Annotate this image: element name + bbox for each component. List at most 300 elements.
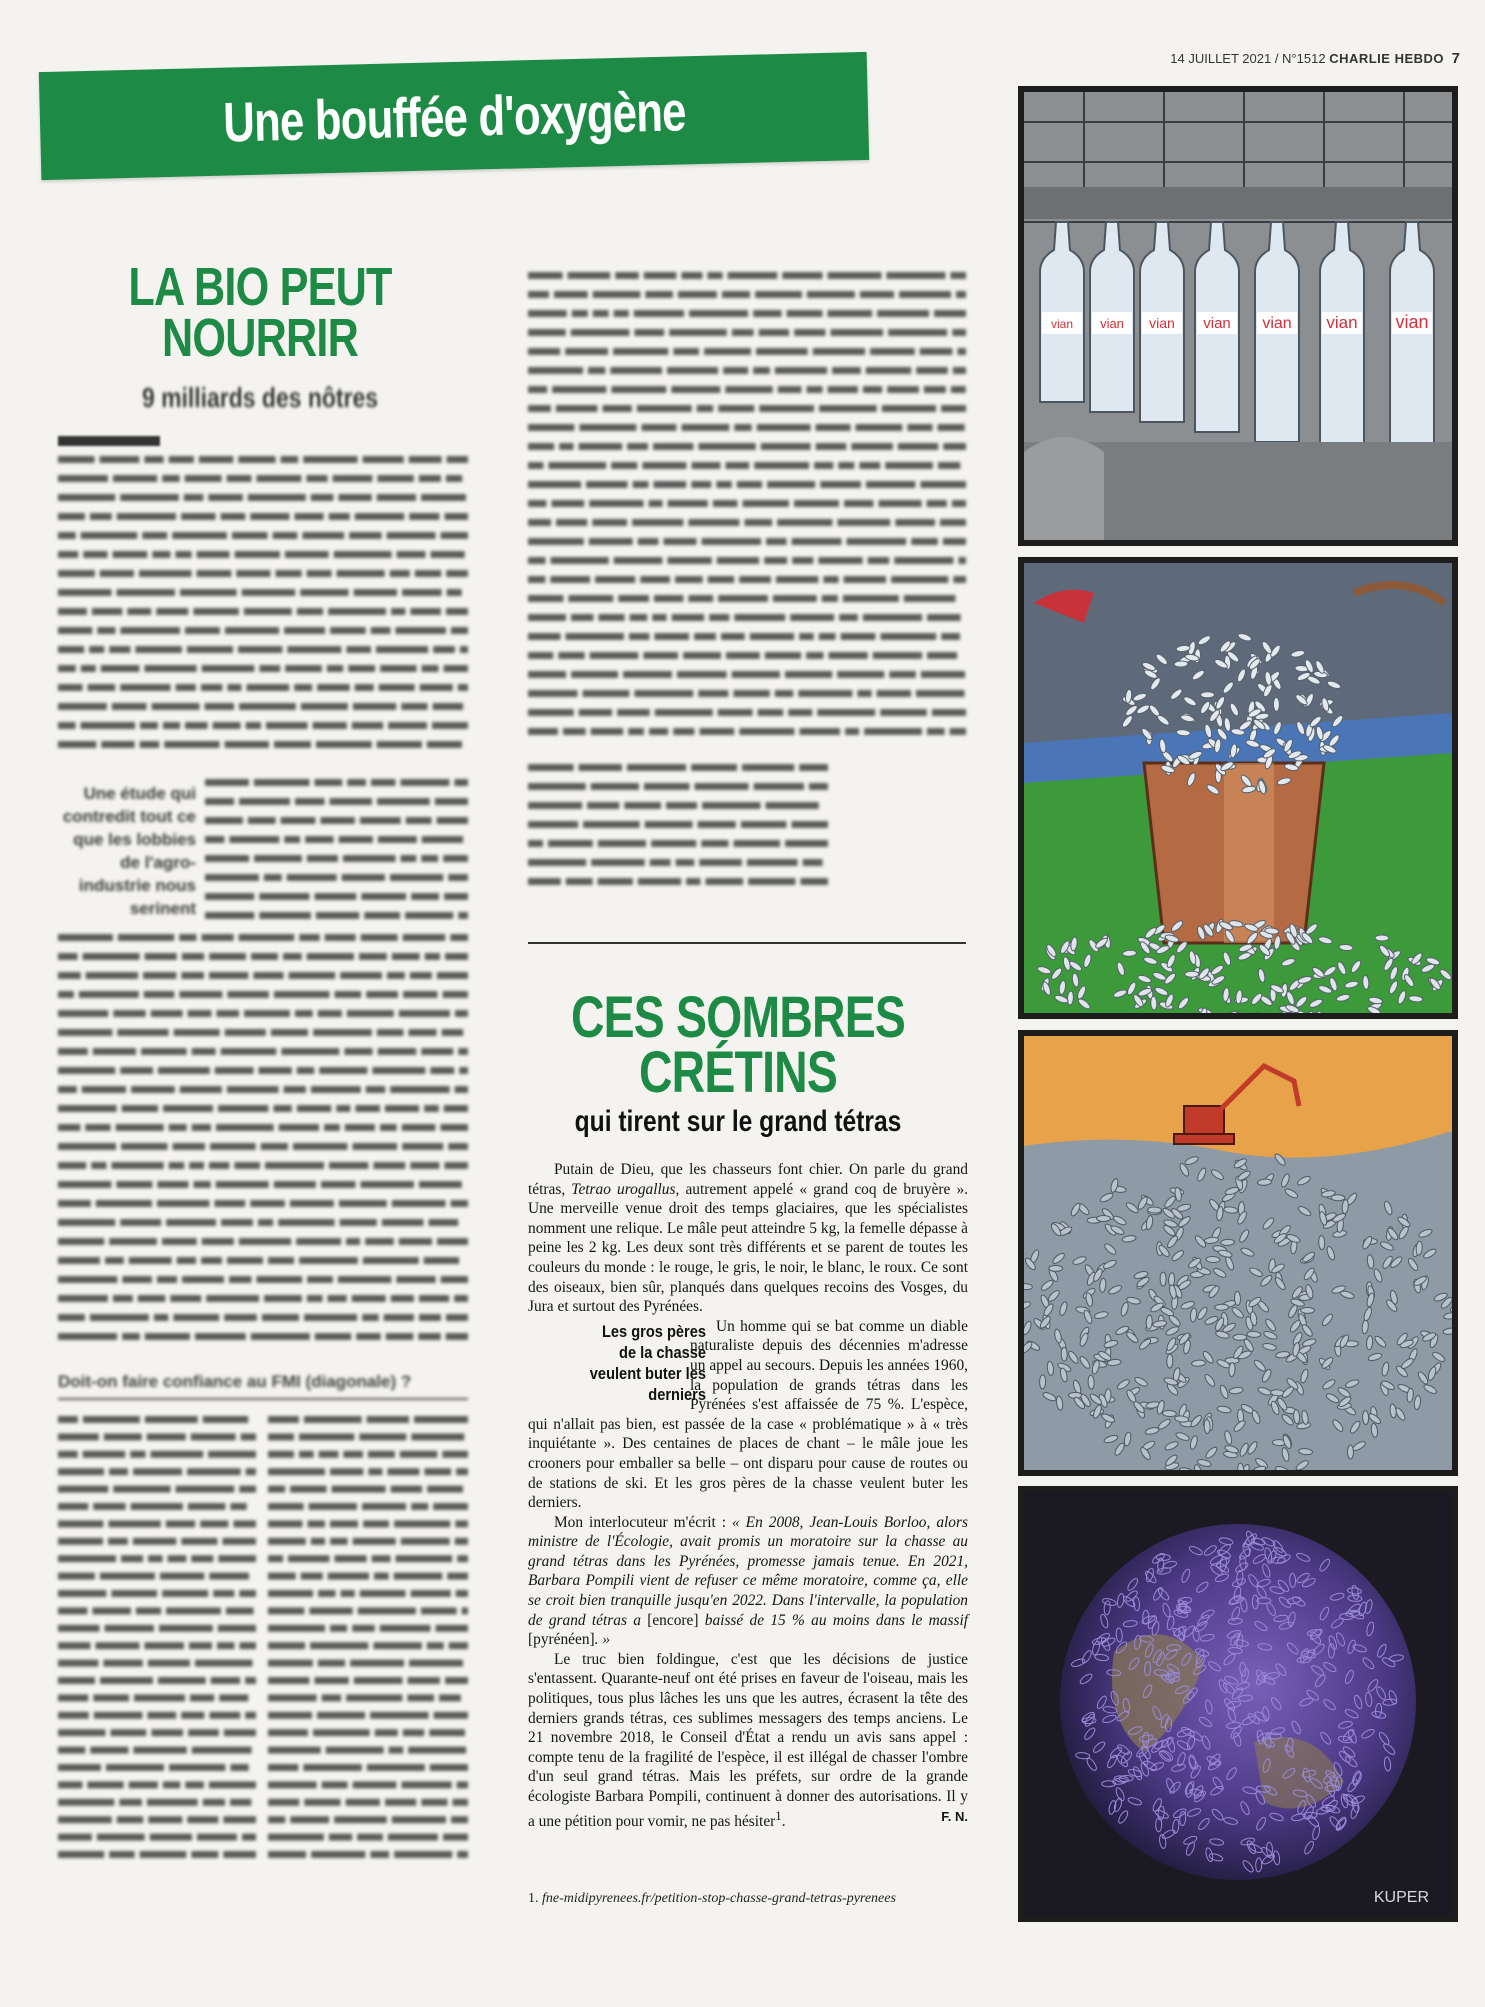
blurred-word [355,1105,380,1112]
blurred-word [409,513,439,520]
blurred-word [166,1520,195,1527]
blurred-word [675,576,703,583]
blurred-word [169,1764,225,1771]
blurred-word [667,557,711,564]
blurred-word [377,475,413,482]
blurred-word [698,443,755,450]
blurred-word [58,1257,100,1264]
blurred-word [943,538,966,545]
blurred-word [799,728,840,735]
blurred-word [400,1451,437,1458]
blurred-word [716,481,732,488]
blurred-word [230,1503,246,1510]
blurred-word [794,329,825,336]
blurred-word [268,1642,305,1649]
blurred-word [435,798,468,805]
blurred-word [669,329,727,336]
bottle-shape [1160,1272,1166,1286]
blurred-word [227,475,252,482]
blurred-word [676,859,695,866]
blurred-word [437,817,468,824]
blurred-word [722,291,750,298]
blurred-word [677,671,727,678]
blurred-word [318,1010,342,1017]
blurred-word [191,1851,218,1858]
blurred-word [583,821,640,828]
blurred-word [297,1067,314,1074]
article1-body-blurred-3 [58,930,468,1350]
blurred-word [264,874,282,881]
blurred-word [528,614,566,621]
blurred-word [226,1607,254,1614]
blurred-word [907,424,932,431]
blurred-word [837,519,890,526]
blurred-word [880,709,927,716]
blurred-word [756,348,808,355]
blurred-word [844,500,873,507]
bottle-shape [1174,661,1188,667]
blurred-word [419,475,441,482]
blurred-word [440,1124,468,1131]
blurred-word [403,1729,425,1736]
blurred-word [395,627,445,634]
blurred-word [225,741,269,748]
blurred-word [268,1607,304,1614]
blurred-word [927,728,945,735]
blurred-word [145,953,177,960]
blurred-word [285,551,329,558]
blurred-word [721,633,745,640]
blurred-word [58,1625,100,1632]
blurred-word [299,1257,358,1264]
blurred-word [188,1010,212,1017]
blurred-word [268,1851,306,1858]
blurred-word [559,443,573,450]
blurred-word [551,557,609,564]
blurred-word [236,570,270,577]
blurred-word [446,475,462,482]
blurred-word [221,1048,277,1055]
blurred-word [254,779,310,786]
blurred-word [163,722,180,729]
blurred-word [218,1625,256,1632]
blurred-word [290,1816,329,1823]
blurred-word [58,1276,117,1283]
blurred-word [144,991,175,998]
blurred-word [221,513,246,520]
blurred-word [528,557,546,564]
blurred-word [432,722,468,729]
blurred-word [200,1520,228,1527]
blurred-word [950,272,966,279]
blurred-word [58,1200,91,1207]
blurred-word [175,551,191,558]
blurred-word [140,741,160,748]
blurred-word [341,1590,355,1597]
blurred-word [385,1799,416,1806]
blurred-word [451,1200,468,1207]
blurred-word [245,1712,256,1719]
blurred-word [399,1010,450,1017]
blurred-word [116,1181,152,1188]
blurred-word [565,633,624,640]
blurred-word [873,652,922,659]
blurred-word [268,1764,298,1771]
blurred-word [430,1067,454,1074]
blurred-word [218,1555,256,1562]
blurred-word [528,595,563,602]
blurred-word [837,671,884,678]
blurred-word [427,741,462,748]
blurred-word [782,272,822,279]
blurred-word [122,1105,158,1112]
blurred-word [152,703,200,710]
blurred-word [189,1642,212,1649]
blurred-word [878,500,921,507]
blurred-word [111,1162,163,1169]
blurred-word [429,1219,459,1226]
blurred-word [367,1764,425,1771]
blurred-word [301,1573,323,1580]
blurred-word [58,1067,115,1074]
blurred-word [58,1295,108,1302]
blurred-word [427,1642,444,1649]
blurred-word [266,722,308,729]
blurred-word [359,953,387,960]
blurred-word [366,991,398,998]
blurred-word [262,1314,299,1321]
blurred-word [205,703,235,710]
blurred-word [571,329,630,336]
blurred-word [113,551,148,558]
blurred-word [778,386,802,393]
blurred-word [58,1520,103,1527]
blurred-word [457,1555,468,1562]
blurred-word [101,665,140,672]
blurred-word [268,1468,325,1475]
blurred-word [307,1276,333,1283]
blurred-word [245,1677,256,1684]
blurred-word [568,272,611,279]
blurred-word [728,272,778,279]
blurred-word [681,424,729,431]
blurred-word [692,462,721,469]
blurred-word [58,1694,88,1701]
blurred-word [209,1781,256,1788]
blurred-word [406,817,432,824]
blurred-word [218,1105,268,1112]
blurred-word [420,684,453,691]
blurred-word [803,859,823,866]
blurred-word [209,972,248,979]
blurred-word [58,456,95,463]
blurred-word [147,1799,198,1806]
blurred-word [58,1451,78,1458]
blurred-word [347,1010,394,1017]
blurred-word [421,855,438,862]
blurred-word [87,1781,123,1788]
blurred-word [864,728,922,735]
blurred-word [109,1468,128,1475]
blurred-word [666,802,697,809]
blurred-word [176,1486,235,1493]
blurred-word [828,272,882,279]
blurred-word [360,817,401,824]
blurred-word [809,783,828,790]
blurred-word [219,1694,248,1701]
article1-sidebar-col1 [58,1412,256,1874]
blurred-word [643,652,678,659]
blurred-word [634,690,693,697]
blurred-word [649,500,663,507]
article1-continued-blurred [528,268,966,738]
blurred-word [281,456,299,463]
blurred-word [197,570,232,577]
blurred-word [615,272,639,279]
blurred-word [452,1799,468,1806]
blurred-word [106,1764,164,1771]
blurred-word [227,1257,263,1264]
blurred-word [528,367,583,374]
blurred-word [328,1295,347,1302]
blurred-word [309,1503,357,1510]
blurred-word [528,329,566,336]
blurred-word [83,1416,140,1423]
page-number: 7 [1451,50,1460,67]
article2-footnote: 1. fne-midipyrenees.fr/petition-stop-chasse-grand-tetras-pyrenees [528,1891,896,1906]
blurred-word [129,1781,158,1788]
blurred-word [58,1086,77,1093]
blurred-word [279,1124,319,1131]
blurred-word [380,1625,431,1632]
blurred-word [92,608,122,615]
blurred-word [250,513,289,520]
blurred-word [618,595,649,602]
blurred-word [613,348,668,355]
blurred-word [208,1451,256,1458]
blurred-word [273,1105,291,1112]
blurred-word [673,728,694,735]
blurred-word [187,1468,241,1475]
blurred-word [134,1694,185,1701]
blurred-word [829,652,868,659]
blurred-word [147,1712,176,1719]
blurred-word [916,367,948,374]
blurred-word [418,1333,440,1340]
blurred-word [455,1538,468,1545]
blurred-word [386,1333,414,1340]
blurred-word [424,1105,439,1112]
blurred-word [391,1295,414,1302]
blurred-word [294,684,312,691]
blurred-text-lines [268,1412,468,1874]
blurred-word [120,627,180,634]
blurred-word [294,513,323,520]
blurred-word [644,783,690,790]
blurred-word [92,1607,131,1614]
blurred-word [378,1048,417,1055]
blurred-word [723,367,748,374]
blurred-word [254,855,302,862]
blurred-word [528,310,567,317]
blurred-word [843,595,899,602]
blurred-word [595,576,635,583]
blurred-word [645,291,673,298]
blurred-word [380,1124,397,1131]
blurred-word [223,1816,256,1823]
blurred-word [528,840,543,847]
blurred-word [565,348,608,355]
blurred-word [572,310,588,317]
blurred-word [239,798,290,805]
blurred-word [150,1834,192,1841]
blurred-word [259,1067,292,1074]
blurred-word [314,1677,348,1684]
article2-paragraph-4: Le truc bien foldingue, c'est que les décisions de justice s'entassent. Quarante-neuf ont été prises en faveur de l'oiseau, mais les politiques, tous plus lâches les uns que les autres, écrasent la tête des derniers grands tétras, ces sublimes messagers des temps anciens. Le 21 novembre 2018, le Conseil d'État a rendu un avis sans appel : compte tenu de la fragilité de l'espèce, il est illégal de chasser l'ombre d'un seul grand tétras. Mais les préfets, sur ordre de la grande écologiste Barbara Pompili, continuent à donner des autorisations. Il y a une pétition pour vomir, ne pas hésiter$^1$. F. N. [528,1650,968,1830]
blurred-word [158,1067,210,1074]
blurred-word [202,1238,234,1245]
blurred-word [927,652,957,659]
blurred-word [421,494,466,501]
blurred-word [58,722,76,729]
blurred-word [444,1162,468,1169]
blurred-word [166,1219,216,1226]
blurred-word [313,722,347,729]
blurred-word [579,764,622,771]
blurred-word [330,1625,347,1632]
blurred-word [58,589,111,596]
illustration-bottle-bucket [1018,557,1458,1019]
blurred-word [58,646,84,653]
blurred-word [548,462,606,469]
blurred-word [316,912,359,919]
blurred-word [58,1816,112,1823]
blurred-word [748,878,795,885]
blurred-word [82,1086,126,1093]
blurred-word [316,741,372,748]
bottle-shape [1097,1216,1111,1222]
blurred-word [120,1219,161,1226]
blurred-word [268,1781,317,1788]
blurred-word [162,1238,197,1245]
blurred-word [380,665,416,672]
blurred-word [598,840,646,847]
blurred-word [859,462,880,469]
blurred-word [941,405,966,412]
blurred-word [81,665,96,672]
blurred-word [421,1799,447,1806]
blurred-word [58,532,76,539]
footnote-link[interactable]: fne-midipyrenees.fr/petition-stop-chasse-grand-tetras-pyrenees [542,1891,896,1906]
blurred-word [887,386,919,393]
bottle-shape [1150,996,1157,1010]
blurred-word [239,703,296,710]
blurred-word [591,783,639,790]
blurred-word [117,1029,168,1036]
blurred-word [311,494,334,501]
blurred-word [528,783,586,790]
blurred-word [445,1677,468,1684]
blurred-word [528,272,563,279]
bottle-brand-text: vian [1262,315,1292,332]
blurred-word [757,424,811,431]
blurred-word [586,481,628,488]
blurred-word [400,779,449,786]
blurred-word [458,684,468,691]
article2-body [528,1160,968,1831]
blurred-word [144,456,163,463]
blurred-word [528,386,547,393]
bottle-planet-drawing [1024,1492,1452,1916]
blurred-word [672,614,705,621]
blurred-word [819,633,836,640]
blurred-word [251,1333,310,1340]
blurred-word [313,1729,370,1736]
blurred-word [209,1162,229,1169]
blurred-word [268,1555,283,1562]
bottle-shape [1233,1334,1247,1340]
blurred-word [702,538,761,545]
blurred-word [638,538,659,545]
blurred-word [258,1219,273,1226]
blurred-word [355,684,374,691]
blurred-word [58,1851,104,1858]
blurred-word [268,1694,317,1701]
blurred-word [442,1451,468,1458]
blurred-word [205,836,224,843]
blurred-word [775,690,794,697]
blurred-word [713,500,738,507]
blurred-word [349,532,381,539]
blurred-word [402,1143,443,1150]
article1-subtitle: 9 milliards des nôtres [141,382,379,413]
blurred-word [343,855,396,862]
blurred-word [195,1333,246,1340]
blurred-word [640,576,670,583]
blurred-word [761,443,811,450]
blurred-word [953,576,966,583]
bottle-shape [1061,1347,1067,1361]
blurred-word [904,595,956,602]
blurred-word [773,595,817,602]
blurred-word [414,1416,468,1423]
blurred-word [346,1238,360,1245]
blurred-word [363,1257,419,1264]
blurred-word [699,859,742,866]
blurred-word [434,1712,468,1719]
blurred-word [790,614,834,621]
blurred-word [121,1555,143,1562]
blurred-word [268,1712,312,1719]
blurred-word [58,665,76,672]
blurred-word [83,551,107,558]
bottle [1390,222,1434,462]
blurred-word [169,1124,187,1131]
blurred-word [276,570,302,577]
blurred-word [166,1607,221,1614]
column-divider [528,942,966,944]
blurred-word [136,1607,161,1614]
blurred-word [454,1295,468,1302]
blurred-word [744,519,772,526]
blurred-word [397,551,426,558]
bottle-shape [1204,1419,1211,1433]
blurred-word [238,646,282,653]
blurred-word [439,1694,461,1701]
blurred-word [319,1067,367,1074]
blurred-word [388,722,427,729]
blurred-word [447,1573,468,1580]
